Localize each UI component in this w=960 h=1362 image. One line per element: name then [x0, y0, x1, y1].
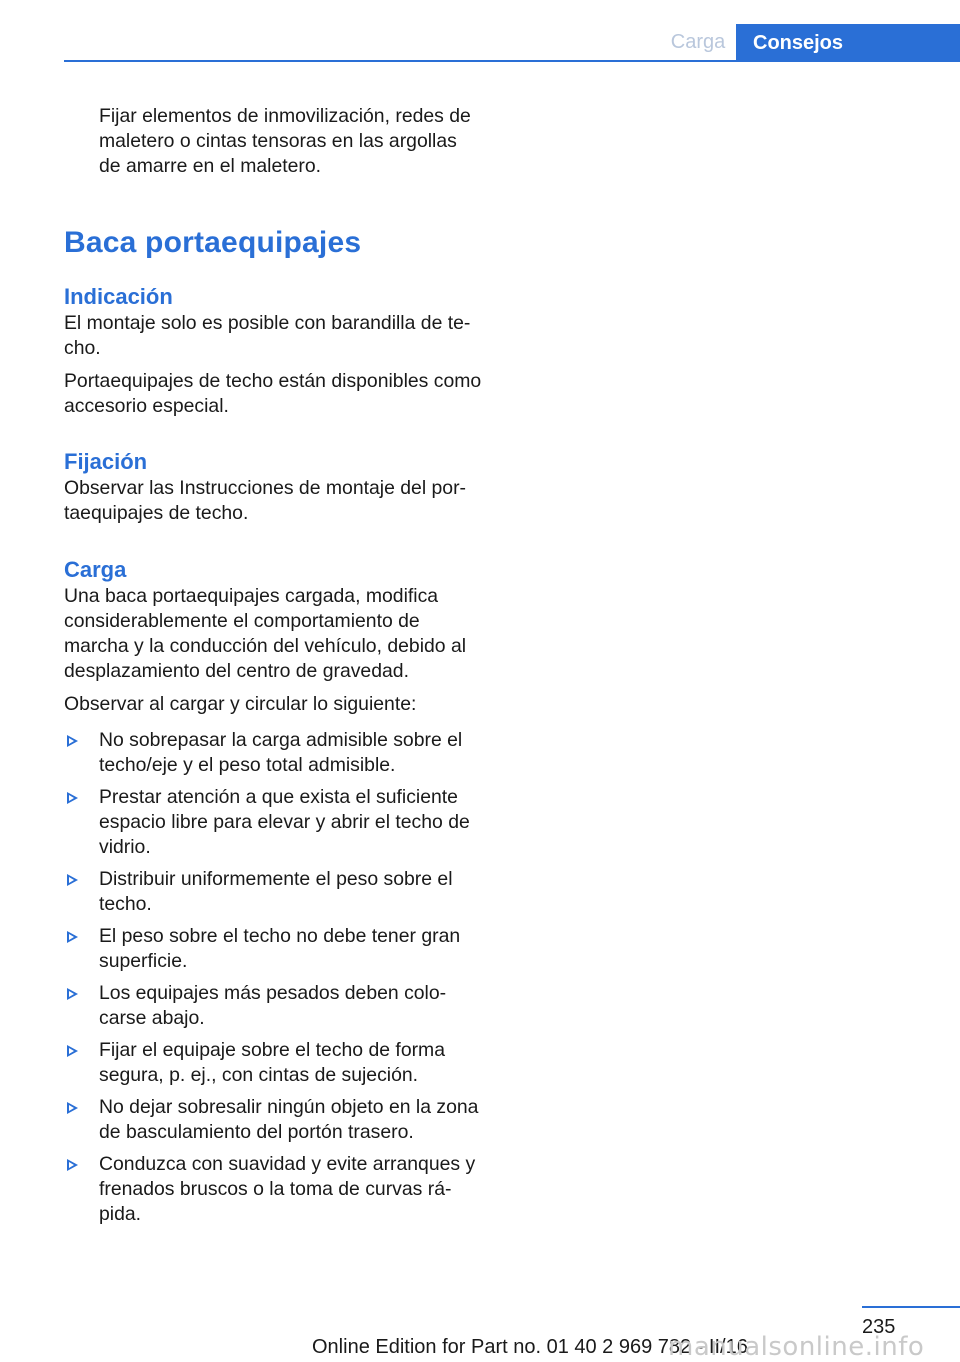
list-item: Fijar el equipaje sobre el techo de forma segura, p. ej., con cintas de sujeción.: [64, 1038, 482, 1088]
header-divider: [64, 60, 960, 62]
intro-paragraph: Fijar elementos de inmovilización, redes de maletero o cintas tensoras en las argollas de amarre en el maletero.: [99, 105, 471, 177]
indicacion-paragraph-1: El montaje solo es posible con barandilla de te‐ cho.: [64, 312, 471, 359]
page-number: 235: [862, 1316, 896, 1338]
bullet-triangle-icon: [67, 1102, 78, 1114]
list-item: Los equipajes más pesados deben colo‐ carse abajo.: [64, 981, 482, 1031]
list-item: Prestar atención a que exista el suficiente espacio libre para elevar y abrir el techo de vidrio.: [64, 785, 482, 860]
page-header: [0, 0, 960, 62]
bullet-triangle-icon: [67, 792, 78, 804]
section-fijacion: [64, 448, 482, 526]
carga-paragraph-1: Una baca portaequipajes cargada, modifica considerablemente el comportamiento de marcha y la conducción del vehículo, debido al desplazamiento del centro de gravedad.: [64, 585, 467, 682]
section-heading-fijacion: Fijación: [64, 449, 148, 474]
bullet-triangle-icon: [67, 988, 78, 1000]
list-item: Conduzca con suavidad y evite arranques y frenados bruscos o la toma de curvas rá‐ pida.: [64, 1152, 482, 1227]
fijacion-paragraph-1: Observar las Instrucciones de montaje del por‐ taequipajes de techo.: [64, 477, 467, 524]
section-tab-carga: Carga: [670, 31, 726, 53]
loading-rules-list: [64, 728, 482, 1234]
section-indicacion: [64, 283, 482, 419]
list-item: No dejar sobresalir ningún objeto en la zona de basculamiento del portón trasero.: [64, 1095, 482, 1145]
bullet-triangle-icon: [67, 735, 78, 747]
watermark: manualsonline.info: [668, 1332, 925, 1362]
bullet-triangle-icon: [67, 931, 78, 943]
page-title: Baca portaequipajes: [64, 226, 362, 259]
list-item: Distribuir uniformemente el peso sobre el techo.: [64, 867, 482, 917]
chapter-tab-consejos: Consejos: [736, 24, 960, 62]
indicacion-paragraph-2: Portaequipajes de techo están disponibles como accesorio especial.: [64, 370, 482, 417]
carga-paragraph-2: Observar al cargar y circular lo siguiente:: [64, 693, 417, 715]
section-carga: [64, 556, 482, 717]
footer-divider: [862, 1306, 960, 1308]
bullet-triangle-icon: [67, 1159, 78, 1171]
list-item: El peso sobre el techo no debe tener gran superficie.: [64, 924, 482, 974]
section-heading-carga: Carga: [64, 557, 127, 582]
edition-note: Online Edition for Part no. 01 40 2 969 782 - II/16: [312, 1336, 748, 1358]
bullet-triangle-icon: [67, 1045, 78, 1057]
list-item: No sobrepasar la carga admisible sobre el techo/eje y el peso total admisible.: [64, 728, 482, 778]
bullet-triangle-icon: [67, 874, 78, 886]
section-heading-indicacion: Indicación: [64, 284, 173, 309]
